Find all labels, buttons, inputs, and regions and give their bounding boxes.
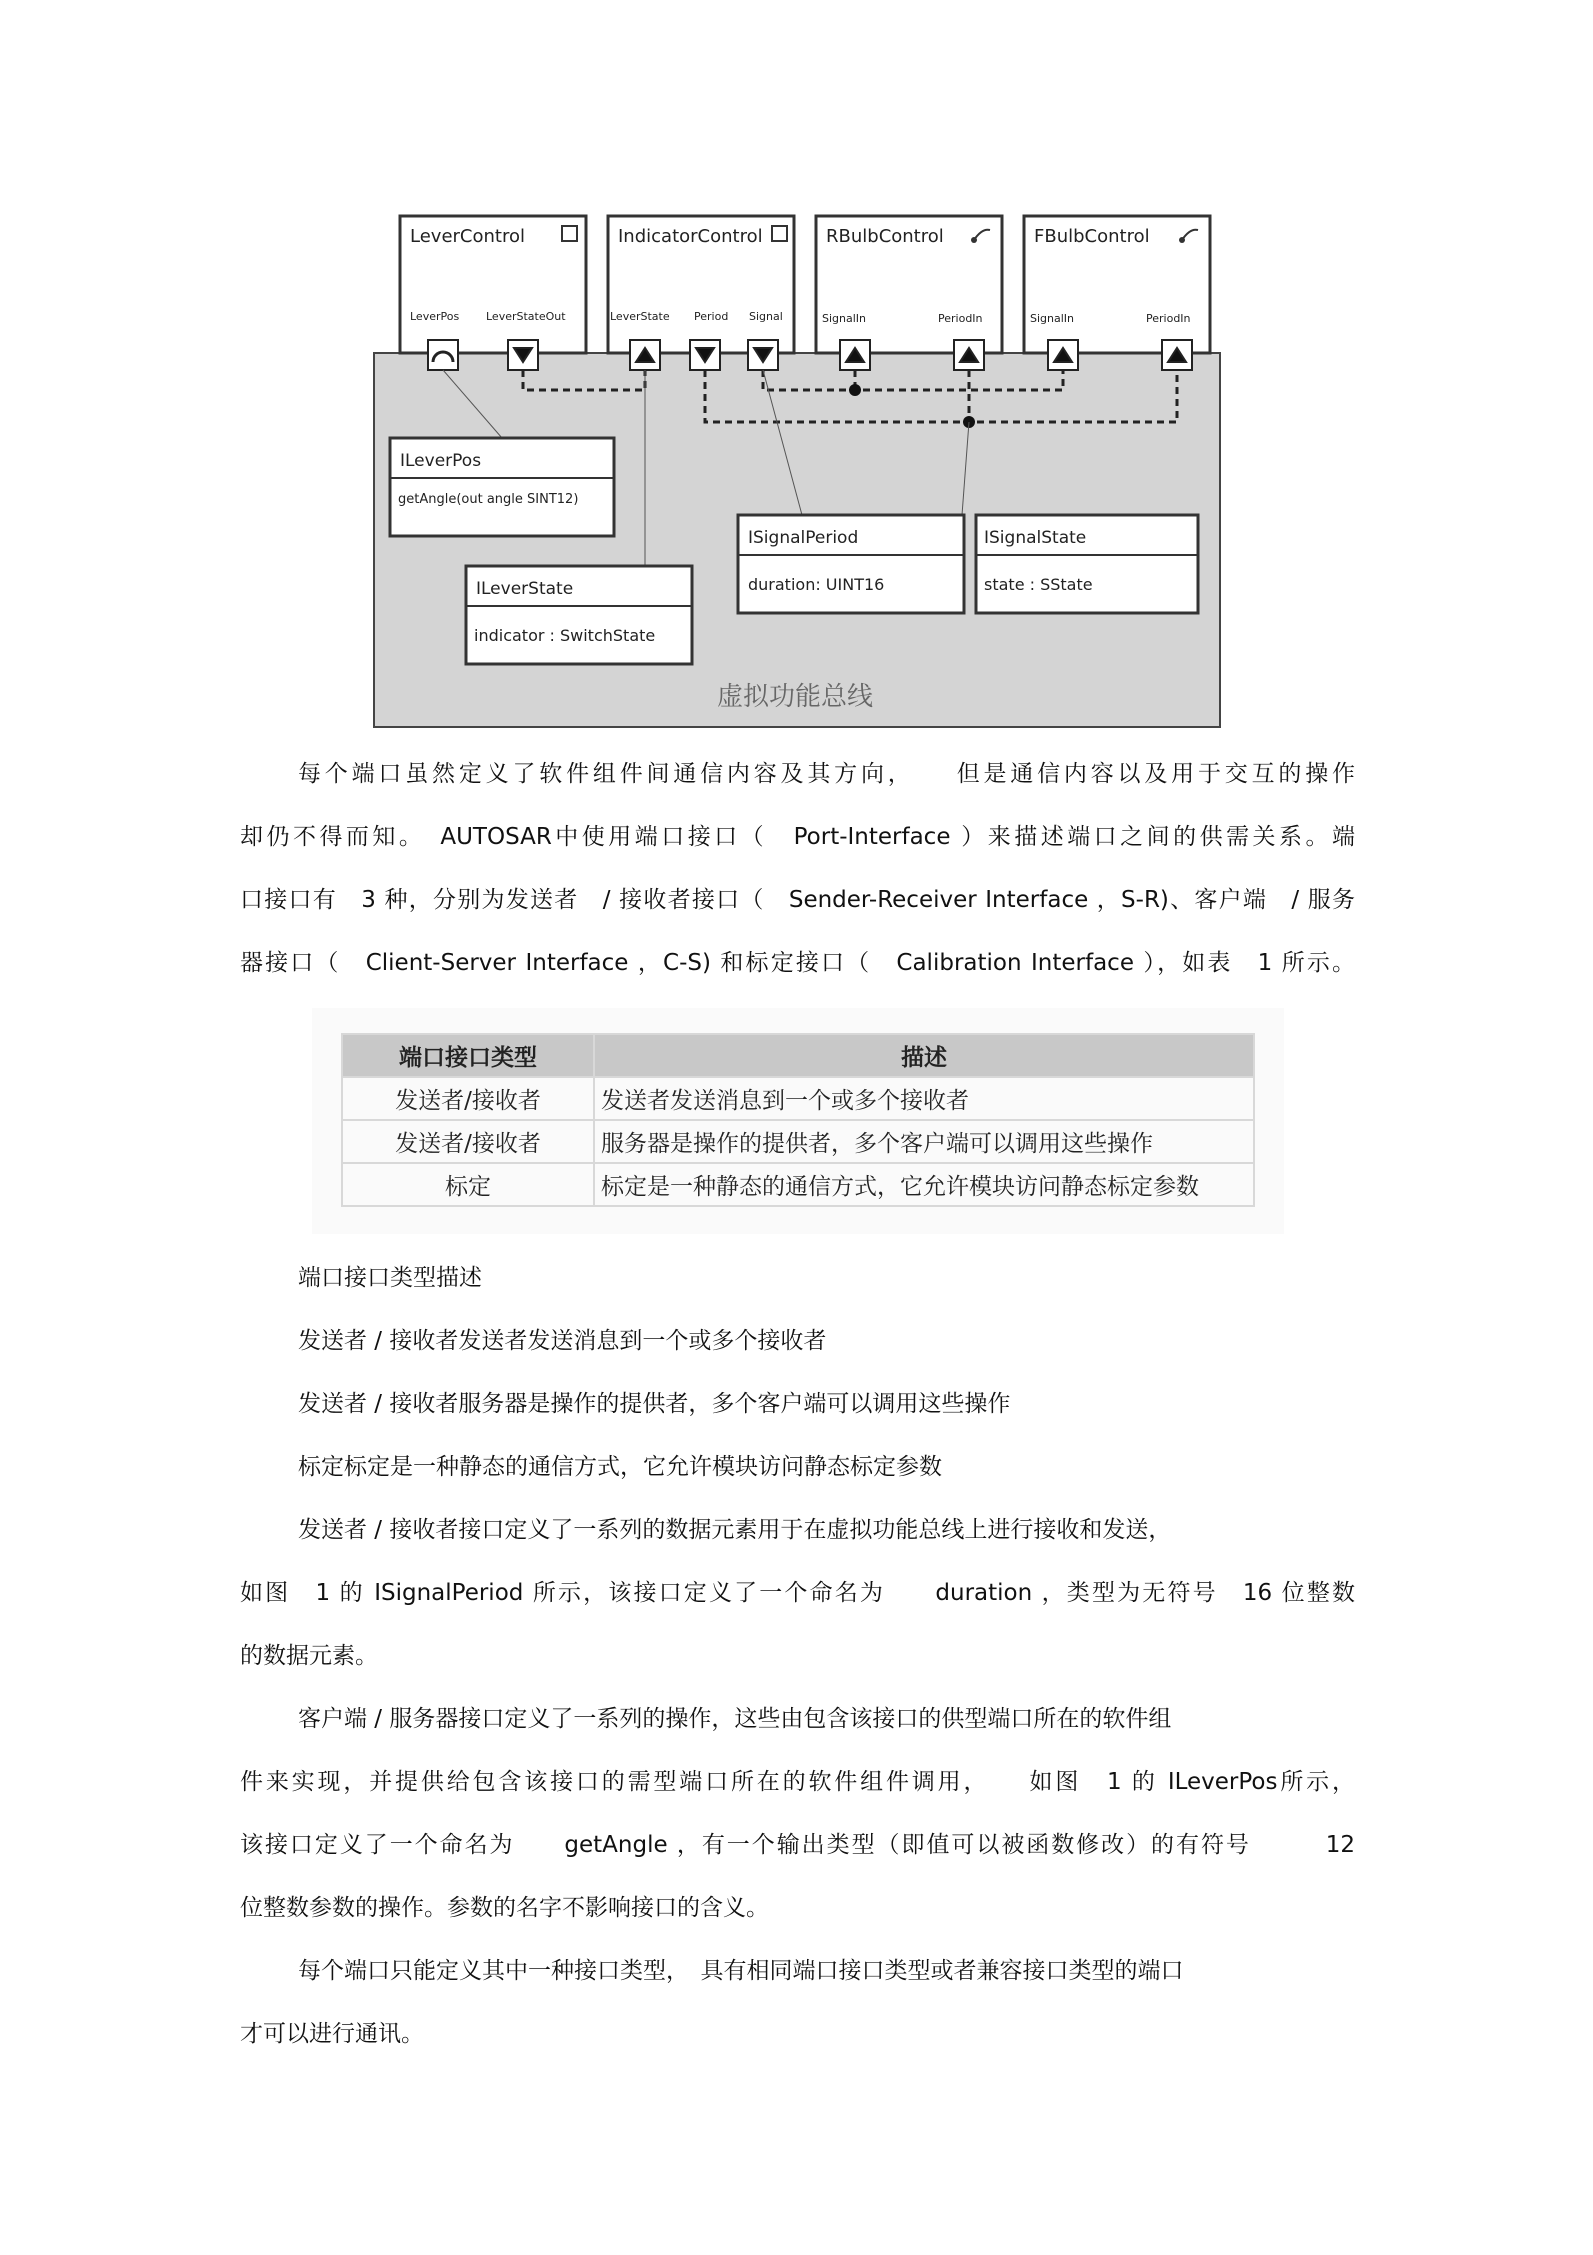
table-cell: 标定是一种静态的通信方式，它允许模块访问静态标定参数: [594, 1163, 1254, 1206]
interface-isignalperiod: [738, 515, 964, 613]
component-title: FBulbControl: [1034, 226, 1150, 247]
port-label: SignalIn: [1030, 312, 1075, 325]
component-rbulbcontrol: [816, 216, 1002, 353]
port-period: [690, 340, 720, 370]
component-indicatorcontrol: [608, 216, 794, 353]
port-label: PeriodIn: [938, 312, 983, 325]
paragraph-line: 该接口定义了一个命名为 getAngle ，有一个输出类型（即值可以被函数修改）的有符号 12: [240, 1832, 1355, 1858]
interface-ileverpos: [390, 438, 614, 536]
interface-type-table: [341, 1033, 1255, 1207]
port-label: LeverPos: [410, 310, 460, 323]
port-leverstateout: [508, 340, 538, 370]
interface-ileverstate: [466, 566, 692, 664]
paragraph-line: 每个端口虽然定义了软件组件间通信内容及其方向， 但是通信内容以及用于交互的操作: [298, 761, 1355, 787]
interface-member: state : SState: [984, 575, 1093, 594]
paragraph-line: 客户端 / 服务器接口定义了一系列的操作，这些由包含该接口的供型端口所在的软件组: [298, 1706, 1172, 1732]
table-text-line: 端口接口类型描述: [298, 1265, 482, 1291]
interface-title: ISignalPeriod: [748, 528, 859, 548]
port-rbulb-periodin: [954, 340, 984, 370]
interface-isignalstate: [976, 515, 1198, 613]
table-row: [342, 1163, 1254, 1206]
component-fbulbcontrol: [1024, 216, 1210, 353]
table-header-cell: 端口接口类型: [342, 1034, 594, 1077]
interface-title: ISignalState: [984, 528, 1087, 548]
interface-title: ILeverPos: [400, 451, 482, 471]
table-header-cell: 描述: [594, 1034, 1254, 1077]
port-label: Signal: [749, 310, 783, 323]
paragraph-line: 却仍不得而知。 AUTOSAR中使用端口接口（ Port-Interface ）来描述端口之间的供需关系。端: [240, 824, 1355, 850]
component-title: LeverControl: [410, 226, 525, 247]
paragraph-line: 件来实现，并提供给包含该接口的需型端口所在的软件组件调用， 如图 1 的 ILeverPos所示，: [240, 1769, 1355, 1795]
interface-type-table-figure: [312, 1008, 1284, 1234]
paragraph-line: 口接口有 3 种，分别为发送者 / 接收者接口（ Sender-Receiver Interface ，S-R)、客户端 / 服务: [240, 887, 1355, 913]
port-label: Period: [694, 310, 729, 323]
paragraph-line: 器接口（ Client-Server Interface ，C-S) 和标定接口（ Calibration Interface ），如表 1 所示。: [240, 950, 1355, 976]
port-leverpos: [428, 340, 458, 370]
port-label: PeriodIn: [1146, 312, 1191, 325]
table-text-line: 标定标定是一种静态的通信方式，它允许模块访问静态标定参数: [298, 1454, 942, 1480]
port-label: LeverStateOut: [486, 310, 566, 323]
table-row: [342, 1120, 1254, 1163]
paragraph-line: 每个端口只能定义其中一种接口类型， 具有相同端口接口类型或者兼容接口类型的端口: [298, 1958, 1184, 1984]
table-cell: 服务器是操作的提供者，多个客户端可以调用这些操作: [594, 1120, 1254, 1163]
port-leverstate: [630, 340, 660, 370]
table-text-line: 发送者 / 接收者服务器是操作的提供者，多个客户端可以调用这些操作: [298, 1391, 1011, 1417]
connector-junction: [849, 384, 861, 396]
port-signal: [748, 340, 778, 370]
interface-member: getAngle(out angle SINT12): [398, 492, 579, 507]
port-label: LeverState: [610, 310, 670, 323]
paragraph-line: 发送者 / 接收者接口定义了一系列的数据元素用于在虚拟功能总线上进行接收和发送，: [298, 1517, 1172, 1543]
table-cell: 发送者/接收者: [342, 1077, 594, 1120]
port-fbulb-periodin: [1162, 340, 1192, 370]
interface-member: indicator : SwitchState: [474, 626, 656, 645]
port-rbulb-signalin: [840, 340, 870, 370]
table-cell: 发送者发送消息到一个或多个接收者: [594, 1077, 1254, 1120]
paragraph-line: 位整数参数的操作。参数的名字不影响接口的含义。: [240, 1895, 769, 1921]
interface-title: ILeverState: [476, 579, 574, 599]
table-cell: 标定: [342, 1163, 594, 1206]
paragraph-line: 如图 1 的 ISignalPeriod 所示，该接口定义了一个命名为 duration ，类型为无符号 16 位整数: [240, 1580, 1355, 1606]
paragraph-line: 的数据元素。: [240, 1643, 378, 1669]
interface-member: duration: UINT16: [748, 575, 885, 594]
component-title: IndicatorControl: [618, 226, 763, 247]
paragraph-line: 才可以进行通讯。: [240, 2021, 424, 2047]
component-title: RBulbControl: [826, 226, 944, 247]
table-header-row: [342, 1034, 1254, 1077]
port-label: SignalIn: [822, 312, 867, 325]
vfb-diagram: [362, 200, 1234, 737]
table-text-line: 发送者 / 接收者发送者发送消息到一个或多个接收者: [298, 1328, 827, 1354]
table-cell: 发送者/接收者: [342, 1120, 594, 1163]
port-fbulb-signalin: [1048, 340, 1078, 370]
component-levercontrol: [400, 216, 586, 353]
table-row: [342, 1077, 1254, 1120]
bus-label: 虚拟功能总线: [716, 682, 874, 712]
